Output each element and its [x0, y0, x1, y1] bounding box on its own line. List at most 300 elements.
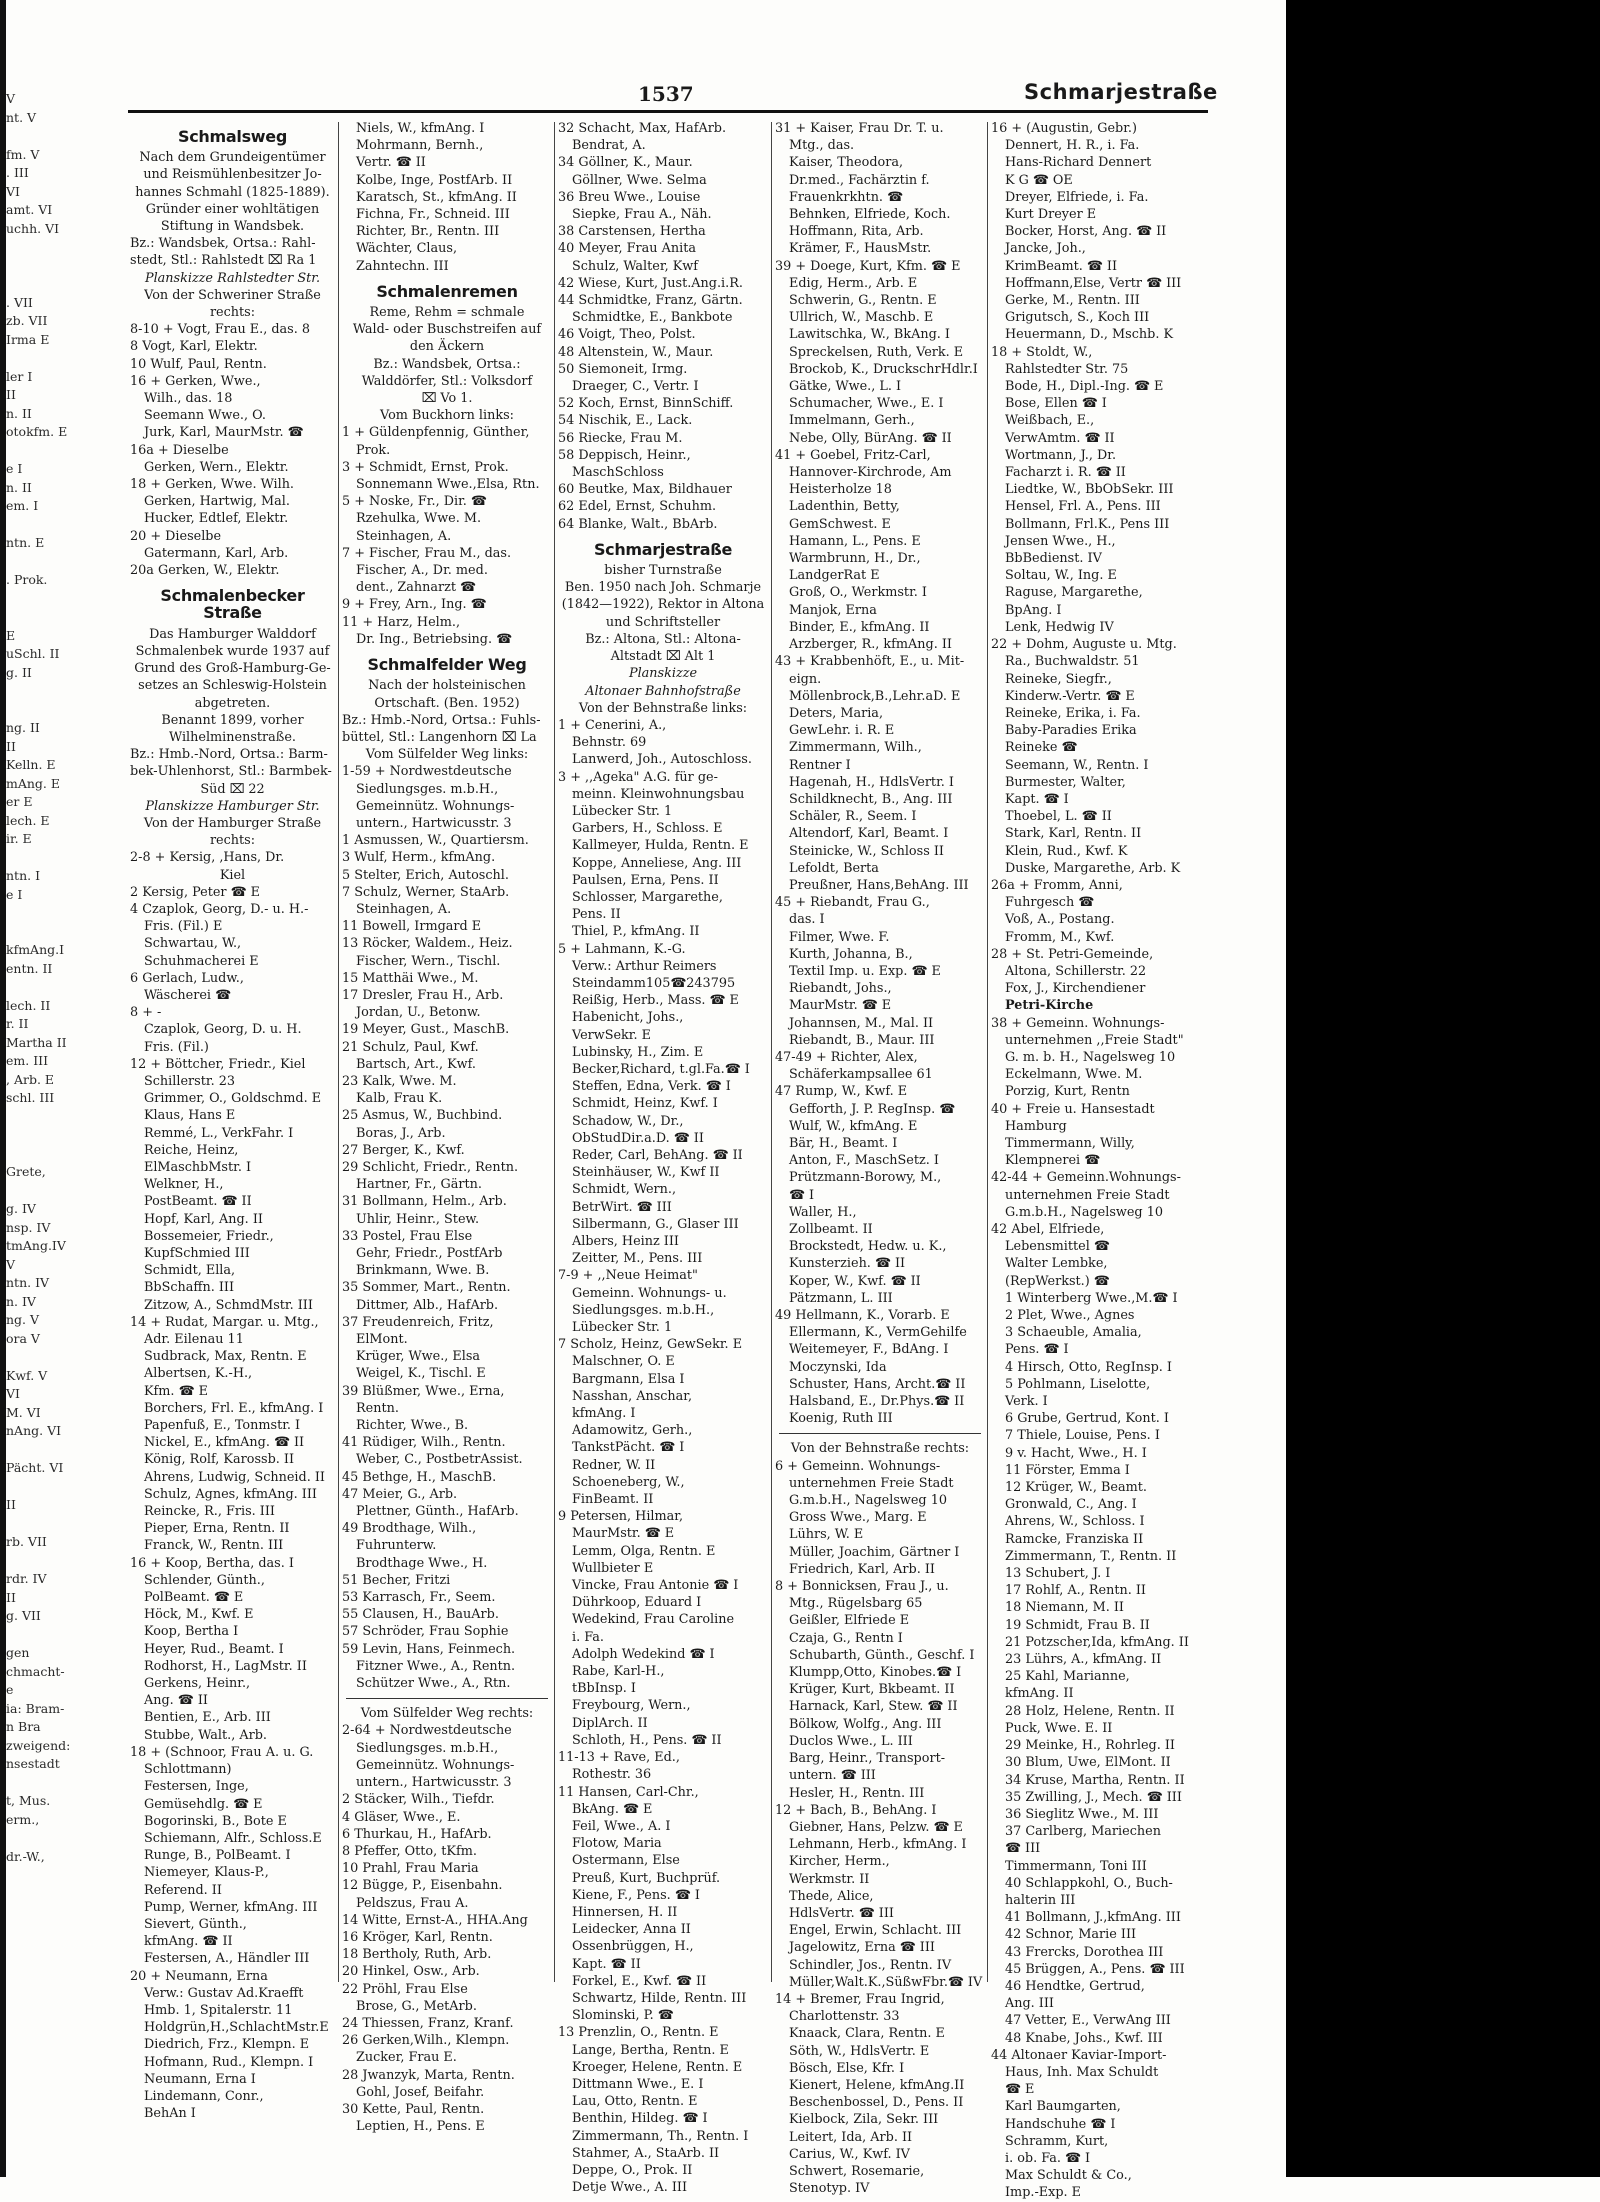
- margin-fragment: ora V: [6, 1330, 40, 1346]
- street-note: Ortschaft. (Ben. 1952): [374, 695, 520, 711]
- margin-fragment: e I: [6, 886, 23, 902]
- resident-entry: Kallmeyer, Hulda, Rentn. E: [572, 838, 749, 854]
- resident-entry: Boras, J., Arb.: [356, 1125, 446, 1141]
- resident-entry: GewLehr. i. R. E: [789, 723, 895, 739]
- street-heading: Schmalenbecker Straße: [160, 586, 305, 623]
- resident-entry: 2 Plet, Wwe., Agnes: [1005, 1308, 1135, 1324]
- resident-entry: Facharzt i. R. ☎ II: [1005, 465, 1126, 481]
- resident-entry: Zimmermann, Wilh.,: [789, 740, 922, 756]
- resident-entry: Seemann Wwe., O.: [144, 408, 266, 424]
- resident-entry: Liedtke, W., BbObSekr. III: [1005, 482, 1174, 498]
- margin-fragment: ntn. IV: [6, 1275, 50, 1290]
- resident-entry: 41 Bollmann, J.,kfmAng. III: [1005, 1910, 1181, 1926]
- resident-entry: untern., Hartwicusstr. 3: [356, 815, 512, 831]
- resident-entry: Draeger, C., Vertr. I: [572, 379, 699, 395]
- house-number-entry: 49 Hellmann, K., Vorarb. E: [775, 1308, 950, 1324]
- house-number-entry: 16 + Gerken, Wwe.,: [130, 373, 261, 389]
- resident-entry: Hensel, Frl. A., Pens. III: [1005, 499, 1161, 515]
- house-number-entry: 16a + Dieselbe: [130, 442, 229, 458]
- resident-entry: Wedekind, Frau Caroline: [572, 1612, 735, 1628]
- street-note: Stiftung in Wandsbek.: [160, 219, 305, 235]
- resident-entry: Czaja, G., Rentn I: [789, 1630, 903, 1646]
- margin-fragment: Grete,: [6, 1164, 46, 1179]
- resident-entry: 4 Hirsch, Otto, RegInsp. I: [1005, 1359, 1172, 1375]
- resident-entry: Duclos Wwe., L. III: [789, 1733, 913, 1749]
- margin-fragment: [6, 1182, 84, 1201]
- house-number-entry: 7 Scholz, Heinz, GewSekr. E: [558, 1337, 743, 1353]
- street-note: Süd ⌧ 22: [200, 781, 265, 797]
- resident-entry: Wortmann, J., Dr.: [1005, 447, 1117, 463]
- resident-entry: Bär, H., Beamt. I: [789, 1135, 898, 1151]
- resident-entry: Klaus, Hans E: [144, 1108, 236, 1124]
- resident-entry: Lindemann, Conr.,: [144, 2088, 264, 2104]
- house-number-entry: 37 Freudenreich, Fritz,: [342, 1314, 494, 1330]
- resident-entry: Wullbieter E: [572, 1560, 654, 1576]
- resident-entry: K G ☎ OE: [1005, 172, 1073, 188]
- resident-entry: Hucker, Edtlef, Elektr.: [144, 511, 289, 527]
- house-number-entry: 40 + Freie u. Hansestadt: [991, 1101, 1155, 1117]
- house-number-entry: 50 Siemoneit, Irmg.: [558, 361, 688, 377]
- resident-entry: Steinhäuser, W., Kwf II: [572, 1165, 720, 1181]
- margin-fragment: nAng. VI: [6, 1423, 62, 1438]
- street-heading: Schmalfelder Weg: [367, 655, 527, 675]
- house-number-entry: 20a Gerken, W., Elektr.: [130, 563, 280, 579]
- resident-entry: Klempnerei ☎: [1005, 1153, 1101, 1169]
- resident-entry: 25 Kahl, Marianne,: [1005, 1669, 1130, 1685]
- resident-entry: Peldszus, Frau A.: [356, 1895, 469, 1911]
- resident-entry: Rzehulka, Wwe. M.: [356, 511, 482, 527]
- house-number-entry: 17 Dresler, Frau H., Arb.: [342, 987, 504, 1003]
- street-note: Grund des Groß-Hamburg-Ge-: [134, 661, 331, 677]
- resident-entry: Leidecker, Anna II: [572, 1922, 691, 1938]
- resident-entry: Plettner, Günth., HafArb.: [356, 1504, 519, 1520]
- margin-fragment: [6, 1348, 84, 1367]
- resident-entry: Mtg., das.: [789, 138, 855, 154]
- resident-entry: Imp.-Exp. E: [1005, 2185, 1082, 2201]
- margin-fragment: [6, 923, 84, 942]
- resident-entry: Haus, Inh. Max Schuldt: [1005, 2064, 1159, 2080]
- resident-entry: Schwartz, Hilde, Rentn. III: [572, 1990, 747, 2006]
- resident-entry: Zeitter, M., Pens. III: [572, 1251, 703, 1267]
- resident-entry: Arzberger, R., kfmAng. II: [789, 637, 952, 653]
- resident-entry: Dührkoop, Eduard I: [572, 1595, 702, 1611]
- resident-entry: Fichna, Fr., Schneid. III: [356, 207, 510, 223]
- street-note: Von der Hamburger Straße: [143, 815, 322, 831]
- street-note: Nach der holsteinischen: [368, 678, 526, 694]
- header-rule: [128, 110, 1208, 113]
- house-number-entry: 52 Koch, Ernst, BinnSchiff.: [558, 396, 734, 412]
- resident-entry: Raguse, Margarethe,: [1005, 585, 1143, 601]
- margin-fragment: E: [6, 627, 16, 643]
- house-number-entry: 58 Deppisch, Heinr.,: [558, 447, 691, 463]
- house-number-entry: 59 Levin, Hans, Feinmech.: [342, 1641, 516, 1657]
- resident-entry: Halsband, E., Dr.Phys.☎ II: [789, 1394, 965, 1410]
- resident-entry: tBbInsp. I: [572, 1681, 636, 1697]
- resident-entry: Höck, M., Kwf. E: [144, 1607, 254, 1623]
- street-note: Bz.: Altona, Stl.: Altona-: [585, 631, 741, 647]
- resident-entry: Vertr. ☎ II: [356, 155, 426, 171]
- resident-entry: Kurt Dreyer E: [1005, 207, 1097, 223]
- resident-entry: Holdgrün,H.,SchlachtMstr.E: [144, 2020, 329, 2036]
- margin-fragment: schl. III: [6, 1090, 55, 1105]
- margin-fragment: [6, 238, 84, 257]
- house-number-entry: 34 Göllner, K., Maur.: [558, 155, 693, 171]
- margin-fragment: ler I: [6, 368, 33, 384]
- resident-entry: G.m.b.H., Nagelsweg 10: [789, 1493, 947, 1509]
- resident-entry: Reincke, R., Fris. III: [144, 1504, 275, 1520]
- margin-fragment: erm.,: [6, 1811, 40, 1827]
- resident-entry: Schäferkampsallee 61: [789, 1067, 933, 1083]
- resident-entry: Karl Baumgarten,: [1005, 2099, 1121, 2115]
- resident-entry: Gerkens, Heinr.,: [144, 1676, 251, 1692]
- house-number-entry: 12 Bügge, P., Eisenbahn.: [342, 1878, 503, 1894]
- resident-entry: Leptien, H., Pens. E: [356, 2119, 485, 2135]
- resident-entry: Pump, Werner, kfmAng. III: [144, 1899, 318, 1915]
- resident-entry: Weißbach, E.,: [1005, 413, 1095, 429]
- resident-entry: Gatermann, Karl, Arb.: [144, 545, 289, 561]
- street-note: Vom Sülfelder Weg rechts:: [360, 1706, 534, 1722]
- resident-entry: Lawitschka, W., BkAng. I: [789, 327, 950, 343]
- resident-entry: 28 Holz, Helene, Rentn. II: [1005, 1703, 1175, 1719]
- resident-entry: 40 Schlappkohl, O., Buch-: [1005, 1875, 1173, 1891]
- running-head: Schmarjestraße: [1024, 80, 1218, 104]
- house-number-entry: 30 Kette, Paul, Rentn.: [342, 2101, 485, 2117]
- resident-entry: kfmAng. ☎ II: [144, 1934, 233, 1950]
- house-number-entry: 39 + Doege, Kurt, Kfm. ☎ E: [775, 258, 961, 274]
- resident-entry: FinBeamt. II: [572, 1492, 654, 1508]
- column-separator: [771, 122, 772, 1982]
- margin-fragment: . VII: [6, 294, 33, 310]
- resident-entry: Krüger, Wwe., Elsa: [356, 1349, 481, 1365]
- resident-entry: Hannover-Kirchrode, Am: [789, 465, 952, 481]
- house-number-entry: 8 + -: [130, 1005, 162, 1021]
- resident-entry: 5 Pohlmann, Liselotte,: [1005, 1376, 1151, 1392]
- street-note: den Äckern: [409, 339, 485, 355]
- resident-entry: GemSchwest. E: [789, 516, 891, 532]
- house-number-entry: 2 Stäcker, Wilh., Tiefdr.: [342, 1792, 495, 1808]
- margin-fragment: lech. II: [6, 997, 51, 1013]
- resident-entry: Ra., Buchwaldstr. 51: [1005, 654, 1140, 670]
- resident-entry: unternehmen ,,Freie Stadt": [1005, 1032, 1184, 1048]
- resident-entry: 18 Niemann, M. II: [1005, 1600, 1124, 1616]
- resident-entry: Eckelmann, Wwe. M.: [1005, 1067, 1143, 1083]
- resident-entry: Siepke, Frau A., Näh.: [572, 207, 712, 223]
- resident-entry: Weitemeyer, F., BdAng. I: [789, 1342, 949, 1358]
- resident-entry: Siedlungsges. m.b.H.,: [356, 1740, 499, 1756]
- margin-fragment: nt. V: [6, 109, 37, 125]
- margin-fragment: VI: [6, 183, 20, 199]
- resident-entry: das. I: [789, 912, 825, 928]
- resident-entry: dent., Zahnarzt ☎: [356, 580, 476, 596]
- resident-entry: Referend. II: [144, 1882, 222, 1898]
- resident-entry: Adamowitz, Gerh.,: [572, 1423, 693, 1439]
- resident-entry: kfmAng. I: [572, 1406, 636, 1422]
- house-number-entry: 42 Abel, Elfriede,: [991, 1222, 1105, 1237]
- resident-entry: Porzig, Kurt, Rentn: [1005, 1084, 1130, 1100]
- resident-entry: 43 Frercks, Dorothea III: [1005, 1944, 1164, 1960]
- margin-fragment: [6, 1126, 84, 1145]
- resident-entry: Wulf, W., kfmAng. E: [789, 1118, 918, 1134]
- margin-fragment: ia: Bram-: [6, 1700, 65, 1716]
- resident-entry: LandgerRat E: [789, 568, 880, 584]
- resident-entry: Gerke, M., Rentn. III: [1005, 293, 1140, 309]
- house-number-entry: 25 Asmus, W., Buchbind.: [342, 1108, 503, 1124]
- resident-entry: HdlsVertr. ☎ III: [789, 1905, 894, 1921]
- resident-entry: Zollbeamt. II: [789, 1222, 873, 1237]
- house-number-entry: bek-Uhlenhorst, Stl.: Barmbek-: [130, 764, 332, 780]
- resident-entry: Kroeger, Helene, Rentn. E: [572, 2059, 743, 2075]
- resident-entry: Lanwerd, Joh., Autoschloss.: [572, 752, 752, 768]
- house-number-entry: 12 + Bach, B., BehAng. I: [775, 1802, 937, 1818]
- margin-fragment: Kwf. V: [6, 1367, 48, 1383]
- margin-fragment: chmacht-: [6, 1663, 65, 1679]
- resident-entry: Schmidt, Ella,: [144, 1263, 236, 1279]
- house-number-entry: 11 Bowell, Irmgard E: [342, 919, 482, 935]
- house-number-entry: 20 Hinkel, Osw., Arb.: [342, 1964, 480, 1980]
- house-number-entry: 18 + (Schnoor, Frau A. u. G.: [130, 1744, 314, 1760]
- street-note: und Schriftsteller: [605, 614, 721, 630]
- margin-fragment: uchh. VI: [6, 220, 60, 236]
- resident-entry: Dittmer, Alb., HafArb.: [356, 1297, 499, 1313]
- house-number-entry: 1 + Cenerini, A.,: [558, 717, 667, 733]
- resident-entry: BetrWirt. ☎ III: [572, 1199, 672, 1215]
- margin-fragment: ng. V: [6, 1312, 40, 1327]
- house-number-entry: 42 Wiese, Kurt, Just.Ang.i.R.: [558, 275, 743, 291]
- resident-entry: Fuhrgesch ☎: [1005, 895, 1095, 911]
- house-number-entry: 22 + Dohm, Auguste u. Mtg.: [991, 637, 1177, 653]
- resident-entry: Diedrich, Frz., Klempn. E: [144, 2037, 310, 2053]
- resident-entry: Silbermann, G., Glaser III: [572, 1216, 739, 1232]
- resident-entry: Weigel, K., Tischl. E: [356, 1366, 486, 1382]
- resident-entry: Hans-Richard Dennert: [1005, 155, 1152, 171]
- resident-entry: Duske, Margarethe, Arb. K: [1005, 860, 1181, 876]
- margin-fragment: M. VI: [6, 1404, 41, 1420]
- resident-entry: Voß, A., Postang.: [1005, 912, 1115, 928]
- resident-entry: Reineke, Erika, i. Fa.: [1005, 705, 1141, 721]
- resident-entry: Ang. ☎ II: [144, 1693, 208, 1709]
- column-5: [991, 120, 1203, 2202]
- margin-fragment: [6, 349, 84, 368]
- resident-entry: Giebner, Hans, Pelzw. ☎ E: [789, 1819, 963, 1835]
- resident-entry: Harnack, Karl, Stew. ☎ II: [789, 1699, 958, 1715]
- resident-entry: untern., Hartwicusstr. 3: [356, 1775, 512, 1791]
- house-number-entry: 16 + Koop, Bertha, das. I: [130, 1555, 294, 1571]
- house-number-entry: 8-10 + Vogt, Frau E., das. 8: [130, 322, 310, 338]
- house-number-entry: 45 + Riebandt, Frau G.,: [775, 895, 930, 911]
- resident-entry: Lübecker Str. 1: [572, 1320, 673, 1336]
- resident-entry: 1 Winterberg Wwe.,M.☎ I: [1005, 1290, 1178, 1306]
- resident-entry: Werkmstr. II: [789, 1871, 870, 1887]
- street-note: hannes Schmahl (1825-1889).: [135, 184, 330, 200]
- margin-fragment: entn. II: [6, 960, 53, 976]
- resident-entry: Richter, Wwe., B.: [356, 1418, 469, 1434]
- margin-fragment: dr.-W.,: [6, 1848, 45, 1864]
- house-number-entry: büttel, Stl.: Langenhorn ⌧ La: [342, 729, 537, 745]
- house-number-entry: 45 Bethge, H., MaschB.: [342, 1469, 497, 1485]
- house-number-entry: 54 Nischik, E., Lack.: [558, 413, 693, 429]
- resident-entry: ElMaschbMstr. I: [144, 1159, 252, 1175]
- resident-entry: Preußner, Hans,BehAng. III: [789, 877, 969, 893]
- plan-reference: Altonaer Bahnhofstraße: [585, 683, 741, 699]
- house-number-entry: 8 + Bonnicksen, Frau J., u.: [775, 1579, 949, 1595]
- resident-entry: Dittmann Wwe., E. I: [572, 2076, 704, 2092]
- resident-entry: Flotow, Maria: [572, 1836, 662, 1852]
- resident-entry: Spreckelsen, Ruth, Verk. E: [789, 344, 964, 360]
- resident-entry: Handschuhe ☎ I: [1005, 2116, 1116, 2132]
- house-number-entry: 41 + Goebel, Fritz-Carl,: [775, 447, 931, 463]
- column-separator: [554, 122, 555, 1982]
- margin-fragment: em. III: [6, 1053, 49, 1068]
- resident-entry: Bartsch, Art., Kwf.: [356, 1056, 476, 1072]
- resident-entry: Hamann, L., Pens. E: [789, 533, 921, 549]
- house-number-entry: 41 Rüdiger, Wilh., Rentn.: [342, 1435, 506, 1451]
- resident-entry: Wilh., das. 18: [144, 391, 233, 407]
- resident-entry: Thoebel, L. ☎ II: [1005, 809, 1112, 825]
- resident-entry: Jordan, U., Betonw.: [356, 1005, 481, 1021]
- resident-entry: Hopf, Karl, Ang. II: [144, 1211, 263, 1227]
- house-number-entry: 13 Prenzlin, O., Rentn. E: [558, 2025, 719, 2041]
- margin-fragment: [6, 1515, 84, 1534]
- resident-entry: Bocker, Horst, Ang. ☎ II: [1005, 224, 1167, 240]
- resident-entry: Gross Wwe., Marg. E: [789, 1510, 927, 1526]
- resident-entry: Jensen Wwe., H.,: [1005, 533, 1116, 549]
- margin-fragment: mAng. E: [6, 775, 61, 791]
- resident-entry: Stubbe, Walt., Arb.: [144, 1727, 267, 1743]
- house-number-entry: 11-13 + Rave, Ed.,: [558, 1750, 680, 1766]
- resident-entry: Malschner, O. E: [572, 1354, 675, 1370]
- house-number-entry: 57 Schröder, Frau Sophie: [342, 1624, 509, 1640]
- resident-entry: Steinhagen, A.: [356, 901, 452, 917]
- house-number-entry: 36 Breu Wwe., Louise: [558, 189, 701, 205]
- resident-entry: 29 Meinke, H., Rohrleg. II: [1005, 1738, 1175, 1754]
- resident-entry: Schloth, H., Pens. ☎ II: [572, 1732, 722, 1748]
- resident-entry: Reineke, Siegfr.,: [1005, 671, 1112, 687]
- resident-entry: BkAng. ☎ E: [572, 1801, 653, 1817]
- resident-entry: 3 Schaeuble, Amalia,: [1005, 1325, 1142, 1341]
- resident-entry: Albertsen, K.-H.,: [144, 1366, 253, 1382]
- margin-fragment: n. II: [6, 405, 32, 421]
- margin-fragment: [6, 257, 84, 276]
- resident-entry: König, Rolf, Karossb. II: [144, 1452, 295, 1468]
- resident-entry: Neumann, Erna I: [144, 2071, 256, 2087]
- resident-entry: Schmidt, Heinz, Kwf. I: [572, 1096, 718, 1112]
- resident-entry: Franck, W., Rentn. III: [144, 1538, 284, 1554]
- resident-entry: 47 Vetter, E., VerwAng III: [1005, 2013, 1171, 2029]
- margin-fragment: e I: [6, 461, 23, 476]
- resident-entry: 42 Schnor, Marie III: [1005, 1927, 1137, 1943]
- margin-fragment: amt. VI: [6, 202, 53, 217]
- resident-entry: ElMont.: [356, 1332, 408, 1348]
- house-number-entry: 8 Vogt, Karl, Elektr.: [130, 339, 258, 355]
- resident-entry: Nasshan, Anschar,: [572, 1388, 693, 1404]
- street-note: Vom Sülfelder Weg links:: [365, 747, 529, 763]
- margin-fragment: n. IV: [6, 1293, 36, 1309]
- margin-fragment: [6, 127, 84, 146]
- resident-entry: Thiel, P., kfmAng. II: [572, 924, 700, 940]
- resident-entry: 35 Zwilling, J., Mech. ☎ III: [1005, 1789, 1182, 1805]
- resident-entry: 45 Brüggen, A., Pens. ☎ III: [1005, 1961, 1185, 1977]
- margin-fragment: [6, 978, 84, 997]
- resident-entry: Feil, Wwe., A. I: [572, 1818, 671, 1834]
- margin-fragment: lech. E: [6, 812, 50, 828]
- resident-entry: Dreyer, Elfriede, i. Fa.: [1005, 189, 1149, 205]
- resident-entry: Koppe, Anneliese, Ang. III: [572, 855, 742, 871]
- resident-entry: Schäler, R., Seem. I: [789, 809, 917, 825]
- house-number-entry: 40 Meyer, Frau Anita: [558, 241, 696, 257]
- resident-entry: Niemeyer, Klaus-P.,: [144, 1865, 269, 1881]
- resident-entry: Dr. Ing., Betriebsing. ☎: [356, 631, 513, 647]
- resident-entry: Anton, F., MaschSetz. I: [789, 1153, 939, 1169]
- resident-entry: Gemeinnütz. Wohnungs-: [356, 1757, 515, 1773]
- resident-entry: Gronwald, C., Ang. I: [1005, 1497, 1137, 1513]
- column-1: [130, 120, 335, 2122]
- resident-entry: DiplArch. II: [572, 1715, 648, 1731]
- resident-entry: 9 v. Hacht, Wwe., H. I: [1005, 1445, 1147, 1461]
- street-note: Kiel: [219, 867, 246, 883]
- house-number-entry: 47 Rump, W., Kwf. E: [775, 1084, 908, 1100]
- resident-entry: unternehmen Freie Stadt: [1005, 1187, 1170, 1203]
- resident-entry: Jurk, Karl, MaurMstr. ☎: [144, 425, 304, 441]
- resident-entry: Immelmann, Gerh.,: [789, 413, 915, 429]
- resident-entry: Moczynski, Ida: [789, 1359, 887, 1375]
- resident-entry: Reineke ☎: [1005, 740, 1078, 756]
- margin-fragment: otokfm. E: [6, 424, 68, 439]
- resident-entry: 19 Schmidt, Frau B. II: [1005, 1617, 1150, 1633]
- resident-entry: Ossenbrüggen, H.,: [572, 1939, 694, 1955]
- resident-entry: Riebandt, B., Maur. III: [789, 1032, 935, 1048]
- resident-entry: Schadow, W., Dr.,: [572, 1113, 684, 1129]
- resident-entry: Hofmann, Rud., Klempn. I: [144, 2054, 314, 2070]
- resident-entry: Festersen, A., Händler III: [144, 1951, 310, 1967]
- margin-fragment: [6, 516, 84, 535]
- resident-entry: Sudbrack, Max, Rentn. E: [144, 1349, 307, 1365]
- house-number-entry: 42-44 + Gemeinn.Wohnungs-: [991, 1170, 1181, 1186]
- margin-fragment: nsp. IV: [6, 1219, 51, 1235]
- resident-entry: KupfSchmied III: [144, 1246, 250, 1261]
- margin-fragment: [6, 1478, 84, 1497]
- margin-fragment: [6, 1829, 84, 1848]
- plan-reference: Planskizze Hamburger Str.: [145, 798, 320, 814]
- resident-entry: Rentn.: [356, 1400, 399, 1416]
- resident-entry: Waller, H.,: [789, 1204, 857, 1220]
- resident-entry: Dr.med., Fachärztin f.: [789, 172, 930, 188]
- resident-entry: Lübecker Str. 1: [572, 803, 673, 819]
- house-number-entry: Bz.: Hmb.-Nord, Ortsa.: Barm-: [130, 747, 328, 763]
- resident-entry: Verw.: Gustav Ad.Kraefft: [144, 1985, 304, 2001]
- resident-entry: Wäscherei ☎: [144, 987, 232, 1003]
- plan-reference: Planskizze: [628, 666, 698, 682]
- resident-entry: Ullrich, W., Maschb. E: [789, 310, 934, 326]
- resident-entry: Zitzow, A., SchmdMstr. III: [144, 1297, 313, 1313]
- margin-fragment: gen: [6, 1645, 30, 1660]
- resident-entry: Seemann, W., Rentn. I: [1005, 757, 1149, 773]
- resident-entry: Adolph Wedekind ☎ I: [572, 1646, 715, 1662]
- resident-entry: Brinkmann, Wwe. B.: [356, 1263, 490, 1279]
- house-number-entry: 26a + Fromm, Anni,: [991, 877, 1123, 893]
- resident-entry: Kircher, Herm.,: [789, 1854, 890, 1870]
- resident-entry: Schillerstr. 23: [144, 1073, 235, 1089]
- resident-entry: Preuß, Kurt, Buchprüf.: [572, 1870, 721, 1886]
- resident-entry: Vincke, Frau Antonie ☎ I: [572, 1578, 739, 1594]
- house-number-entry: Bz.: Wandsbek, Ortsa.: Rahl-: [130, 236, 316, 252]
- resident-entry: Rahlstedter Str. 75: [1005, 361, 1129, 377]
- resident-entry: Gätke, Wwe., L. I: [789, 379, 902, 395]
- resident-entry: Bendrat, A.: [572, 138, 646, 154]
- house-number-entry: 38 + Gemeinn. Wohnungs-: [991, 1015, 1165, 1031]
- resident-entry: Krämer, F., HausMstr.: [789, 241, 932, 257]
- resident-entry: Hoffmann, Rita, Arb.: [789, 224, 924, 240]
- resident-entry: VerwSekr. E: [572, 1027, 651, 1043]
